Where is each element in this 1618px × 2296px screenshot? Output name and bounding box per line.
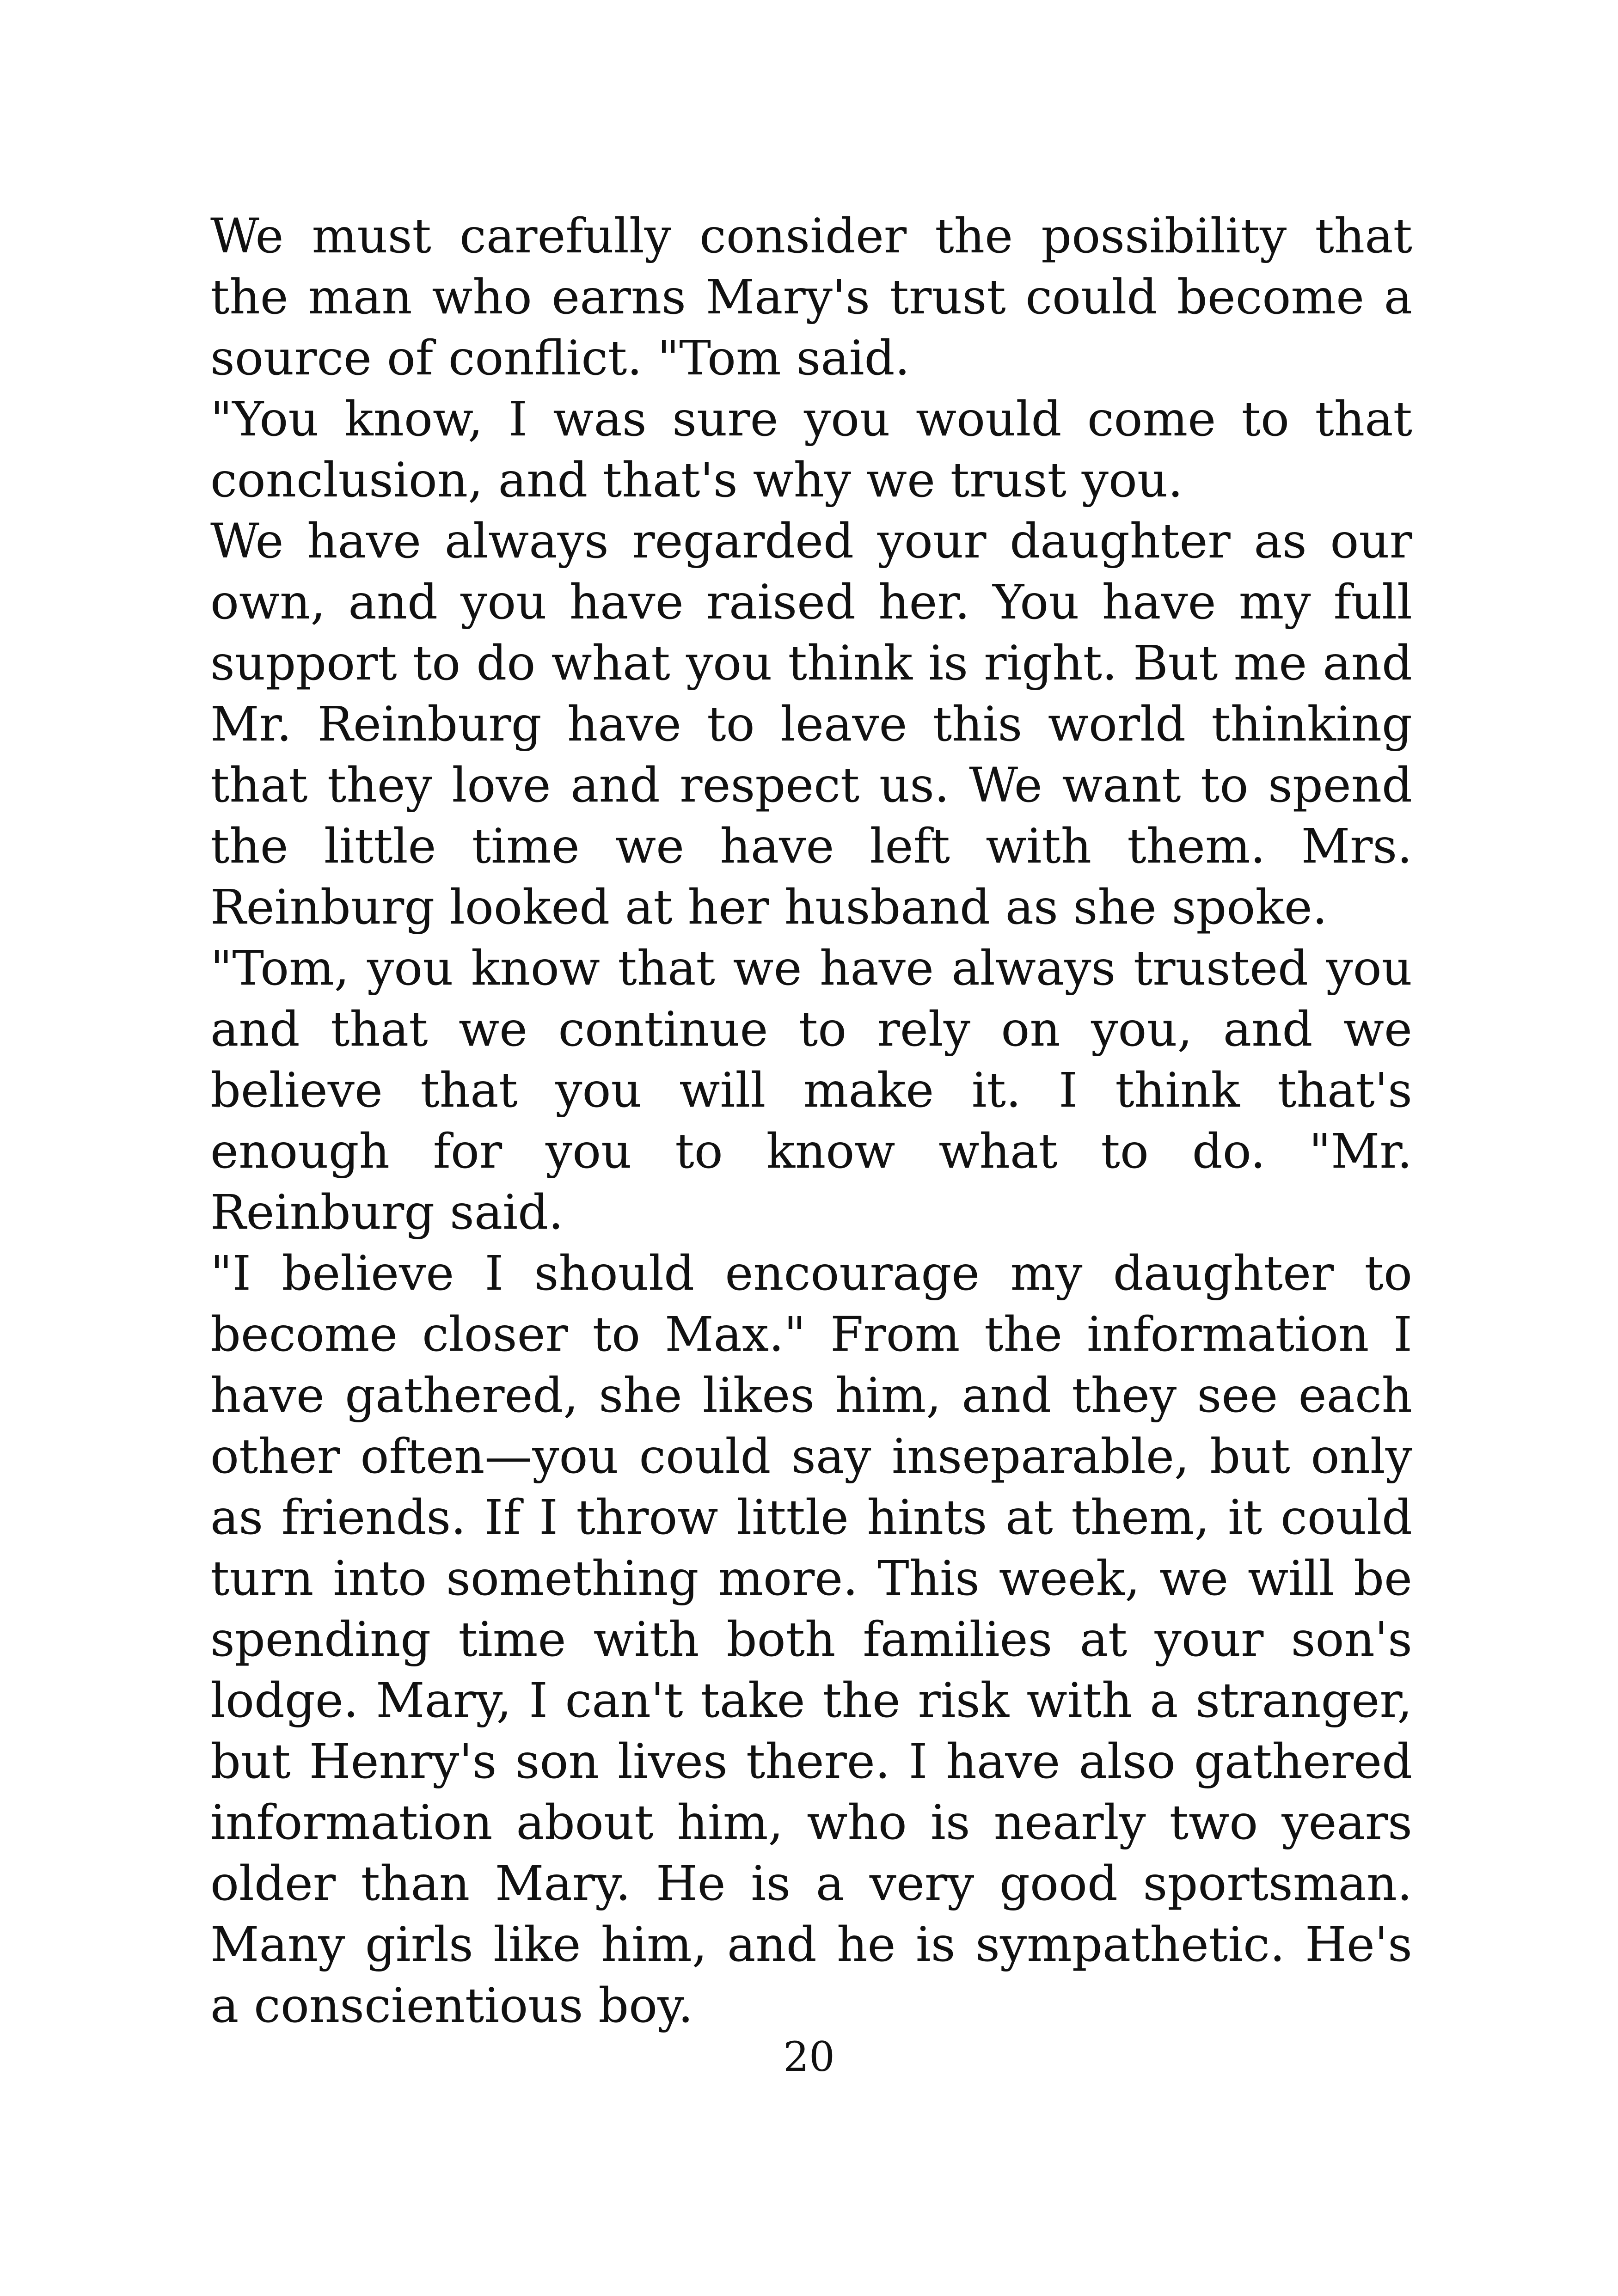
paragraph: We have always regarded your daughter as our own, and you have raised her. You have my full support to do what you think is right. But me and Mr. Reinburg have to leave this world thinking that they love and respect us. We want to spend the little time we have left with them. Mrs. Reinburg looked at her husband as she spoke. [210, 514, 1412, 935]
page-number: 20 [783, 2033, 835, 2081]
paragraph: "Tom, you know that we have always trusted you and that we continue to rely on you, and we believe that you will make it. I think that's enough for you to know what to do. "Mr. Reinburg said. [210, 941, 1412, 1240]
paragraph: "You know, I was sure you would come to that conclusion, and that's why we trust you. [210, 392, 1412, 508]
paragraph: "I believe I should encourage my daughter to become closer to Max." From the information I have gathered, she likes him, and they see each other often—you could say inseparable, but only as friends. If I throw little hints at them, it could turn into something more. This week, we will be spending time with both families at your son's lodge. Mary, I can't take the risk with a stranger, but Henry's son lives there. I have also gathered information about him, who is nearly two years older than Mary. He is a very good sportsman. Many girls like him, and he is sympathetic. He's a conscientious boy. [210, 1246, 1412, 2033]
paragraph: We must carefully consider the possibility that the man who earns Mary's trust could become a source of conflict. "Tom said. [210, 208, 1412, 386]
body-text [210, 206, 1412, 2036]
